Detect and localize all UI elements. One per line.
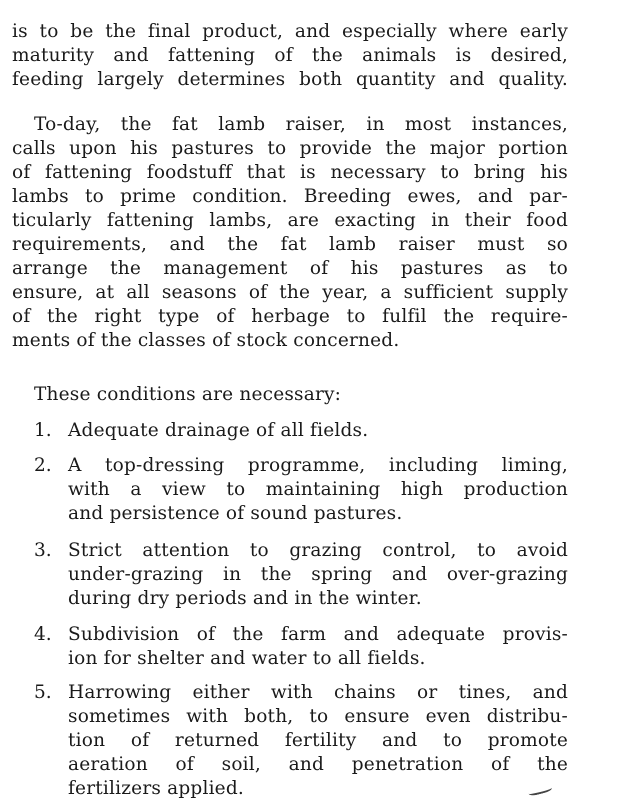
list-item-line: tion of returned fertility and to promote (68, 730, 568, 751)
list-item-line: aeration of soil, and penetration of the (68, 754, 568, 775)
paragraph-line: ensure, at all seasons of the year, a sufficient supply (12, 282, 568, 303)
list-item-line: Strict attention to grazing control, to avoid (68, 540, 568, 561)
paragraph-line: ments of the classes of stock concerned. (12, 330, 400, 351)
paragraph-line: requirements, and the fat lamb raiser must so (12, 234, 568, 255)
paragraph-line: of the right type of herbage to fulfil the require- (12, 306, 568, 327)
list-item-line: Adequate drainage of all fields. (68, 420, 369, 441)
paragraph-line: of fattening foodstuff that is necessary to bring his (12, 162, 568, 183)
list-item-line: and persistence of sound pastures. (68, 503, 403, 524)
paragraph-line: lambs to prime condition. Breeding ewes, and par- (12, 186, 568, 207)
paragraph-line: arrange the management of his pastures as to (12, 258, 568, 279)
list-number: 3. (34, 540, 52, 561)
list-number: 1. (34, 420, 52, 441)
paragraph-line: calls upon his pastures to provide the major portion (12, 138, 568, 159)
paragraph-line: ticularly fattening lambs, are exacting in their food (12, 210, 568, 231)
list-item-line: A top-dressing programme, including liming, (68, 455, 568, 476)
list-item-line: during dry periods and in the winter. (68, 588, 422, 609)
paragraph-line: To-day, the fat lamb raiser, in most instances, (34, 114, 568, 135)
list-number: 5. (34, 682, 52, 703)
paragraph-line: is to be the final product, and especially where early (12, 21, 568, 42)
list-item-line: Harrowing either with chains or tines, and (68, 682, 568, 703)
list-item-line: fertilizers applied. (68, 778, 244, 799)
list-item-line: sometimes with both, to ensure even distribu- (68, 706, 568, 727)
list-number: 2. (34, 455, 52, 476)
list-number: 4. (34, 624, 52, 645)
conditions-heading: These conditions are necessary: (34, 384, 342, 405)
list-item-line: Subdivision of the farm and adequate provis- (68, 624, 568, 645)
paragraph-line: maturity and fattening of the animals is desired, (12, 45, 568, 66)
list-item-line: with a view to maintaining high production (68, 479, 568, 500)
ink-mark (527, 783, 552, 797)
paragraph-line: feeding largely determines both quantity and quality. (12, 69, 568, 90)
list-item-line: under-grazing in the spring and over-grazing (68, 564, 568, 585)
list-item-line: ion for shelter and water to all fields. (68, 648, 426, 669)
